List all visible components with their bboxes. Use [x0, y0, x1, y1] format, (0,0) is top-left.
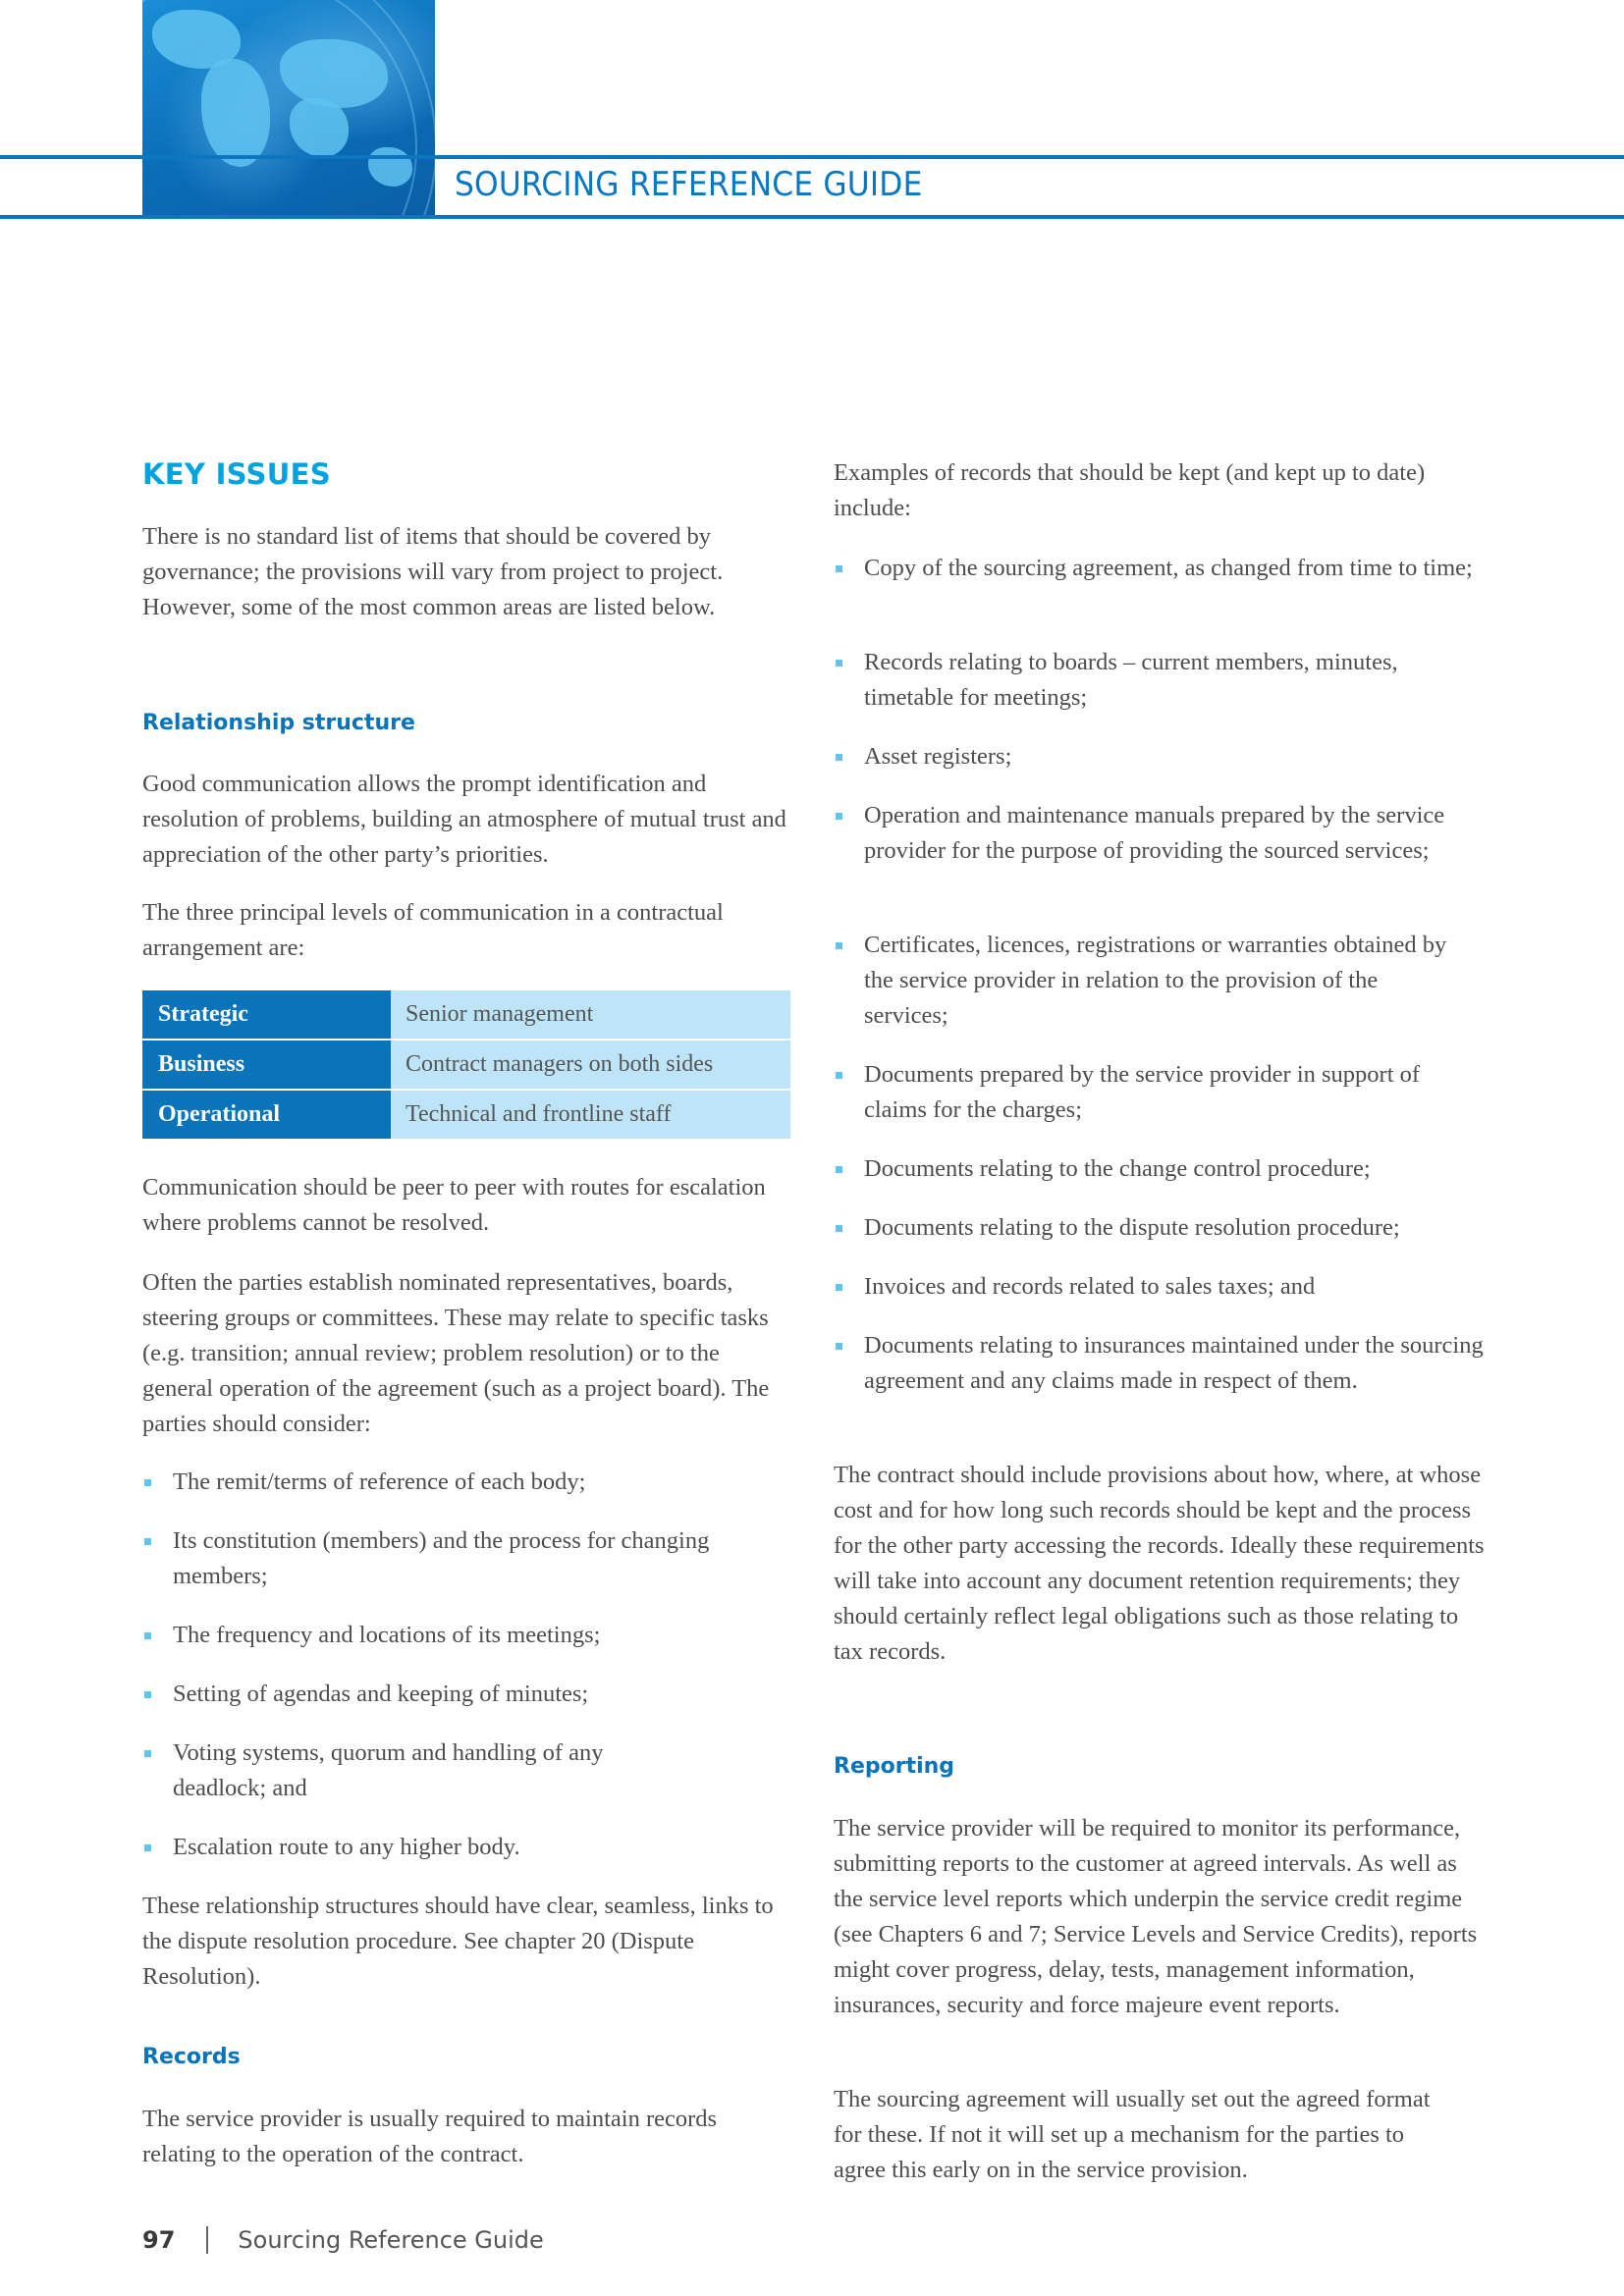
list-item: Its constitution (members) and the process for changing members; — [142, 1523, 795, 1594]
bullet-square-icon — [144, 1632, 151, 1639]
list-item: Documents relating to the change control procedure; — [834, 1151, 1487, 1187]
footer-divider — [206, 2226, 208, 2254]
document-title: SOURCING REFERENCE GUIDE — [455, 165, 923, 204]
list-item: Copy of the sourcing agreement, as changed from time to time; — [834, 551, 1487, 586]
list-item: Documents prepared by the service provider in support of claims for the charges; — [834, 1057, 1487, 1128]
bullet-square-icon — [144, 1750, 151, 1757]
records-intro-paragraph: Examples of records that should be kept (and kept up to date) include: — [834, 459, 1426, 521]
list-item: Operation and maintenance manuals prepared by the service provider for the purpose of providing the sourced services; — [834, 798, 1462, 869]
reporting-heading: Reporting — [834, 1754, 955, 1779]
bullet-square-icon — [836, 1072, 842, 1079]
page-number: 97 — [142, 2226, 176, 2254]
bullet-square-icon — [836, 813, 842, 820]
table-who-cell: Senior management — [391, 990, 790, 1039]
footer-title: Sourcing Reference Guide — [238, 2226, 544, 2254]
list-item: Documents relating to the dispute resolution procedure; — [834, 1210, 1501, 1246]
list-item: Escalation route to any higher body. — [142, 1830, 795, 1865]
records-paragraph-2: The contract should include provisions about how, where, at whose cost and for how long such records should be kept and the process for the other party accessing the records. Ideally these requirements will take into account any document retention requirements; they should certainly reflect legal obligations such as those relating to tax records. — [834, 1462, 1485, 1665]
bullet-square-icon — [144, 1479, 151, 1486]
table-level-cell: Strategic — [142, 990, 391, 1039]
list-item: Documents relating to insurances maintained under the sourcing agreement and any claims made in respect of them. — [834, 1328, 1487, 1399]
list-item: The remit/terms of reference of each body; — [142, 1465, 795, 1500]
header-rule-top — [0, 155, 1624, 159]
key-issues-heading: KEY ISSUES — [142, 457, 331, 491]
list-item: Invoices and records related to sales taxes; and — [834, 1269, 1487, 1305]
bullet-square-icon — [836, 754, 842, 761]
list-item: Asset registers; — [834, 739, 1487, 774]
list-item: Setting of agendas and keeping of minutes; — [142, 1677, 795, 1712]
records-paragraph-1: The service provider is usually required to maintain records relating to the operation of the contract. — [142, 2106, 718, 2167]
relationship-paragraph-4: Often the parties establish nominated representatives, boards, steering groups or committees. These may relate to specific tasks (e.g. transition; annual review; problem resolution) or to the general operation of the agreement (such as a project board). The parties should consider: — [142, 1269, 770, 1437]
intro-paragraph: There is no standard list of items that should be covered by governance; the provisions will vary from project to project. However, some of the most common areas are listed below. — [142, 523, 724, 620]
reporting-paragraph-1: The service provider will be required to monitor its performance, submitting reports to the customer at agreed intervals. As well as the service level reports which underpin the service credit regime (see Chapters 6 and 7; Service Levels and Service Credits), reports might cover progress, delay, tests, management information, insurances, security and force majeure event reports. — [834, 1815, 1478, 2018]
bullet-square-icon — [836, 1343, 842, 1350]
bullet-square-icon — [836, 1225, 842, 1232]
relationship-paragraph-2: The three principal levels of communication in a contractual arrangement are: — [142, 899, 724, 961]
bullet-square-icon — [144, 1844, 151, 1851]
relationship-structure-heading: Relationship structure — [142, 711, 415, 735]
communication-levels-table — [142, 990, 790, 1141]
list-item: Certificates, licences, registrations or warranties obtained by the service provider in relation to the provision of the services; — [834, 928, 1462, 1034]
bullet-square-icon — [144, 1538, 151, 1545]
records-heading: Records — [142, 2045, 241, 2069]
bullet-square-icon — [836, 1284, 842, 1291]
table-level-cell: Operational — [142, 1091, 391, 1139]
list-item: The frequency and locations of its meetings; — [142, 1618, 795, 1653]
page-footer — [142, 2226, 544, 2254]
bullet-square-icon — [836, 1166, 842, 1173]
table-row — [142, 1041, 790, 1089]
bullet-square-icon — [836, 660, 842, 667]
reporting-paragraph-2: The sourcing agreement will usually set out the agreed format for these. If not it will set up a mechanism for the parties to agree this early on in the service provision. — [834, 2086, 1431, 2183]
bullet-square-icon — [836, 942, 842, 949]
table-row — [142, 990, 790, 1039]
table-who-cell: Contract managers on both sides — [391, 1041, 790, 1089]
relationship-paragraph-5: These relationship structures should have clear, seamless, links to the dispute resolution procedure. See chapter 20 (Dispute Resolution). — [142, 1893, 774, 1990]
table-row — [142, 1091, 790, 1139]
table-who-cell: Technical and frontline staff — [391, 1091, 790, 1139]
bullet-square-icon — [144, 1691, 151, 1698]
list-item: Voting systems, quorum and handling of any deadlock; and — [142, 1735, 692, 1806]
globe-banner-image — [142, 0, 435, 218]
header-rule-bottom — [0, 215, 1624, 219]
relationship-paragraph-1: Good communication allows the prompt identification and resolution of problems, building an atmosphere of mutual trust and appreciation of the other party’s priorities. — [142, 771, 786, 868]
bullet-square-icon — [836, 565, 842, 572]
list-item: Records relating to boards – current members, minutes, timetable for meetings; — [834, 645, 1487, 716]
table-level-cell: Business — [142, 1041, 391, 1089]
relationship-paragraph-3: Communication should be peer to peer with routes for escalation where problems cannot be resolved. — [142, 1174, 766, 1236]
